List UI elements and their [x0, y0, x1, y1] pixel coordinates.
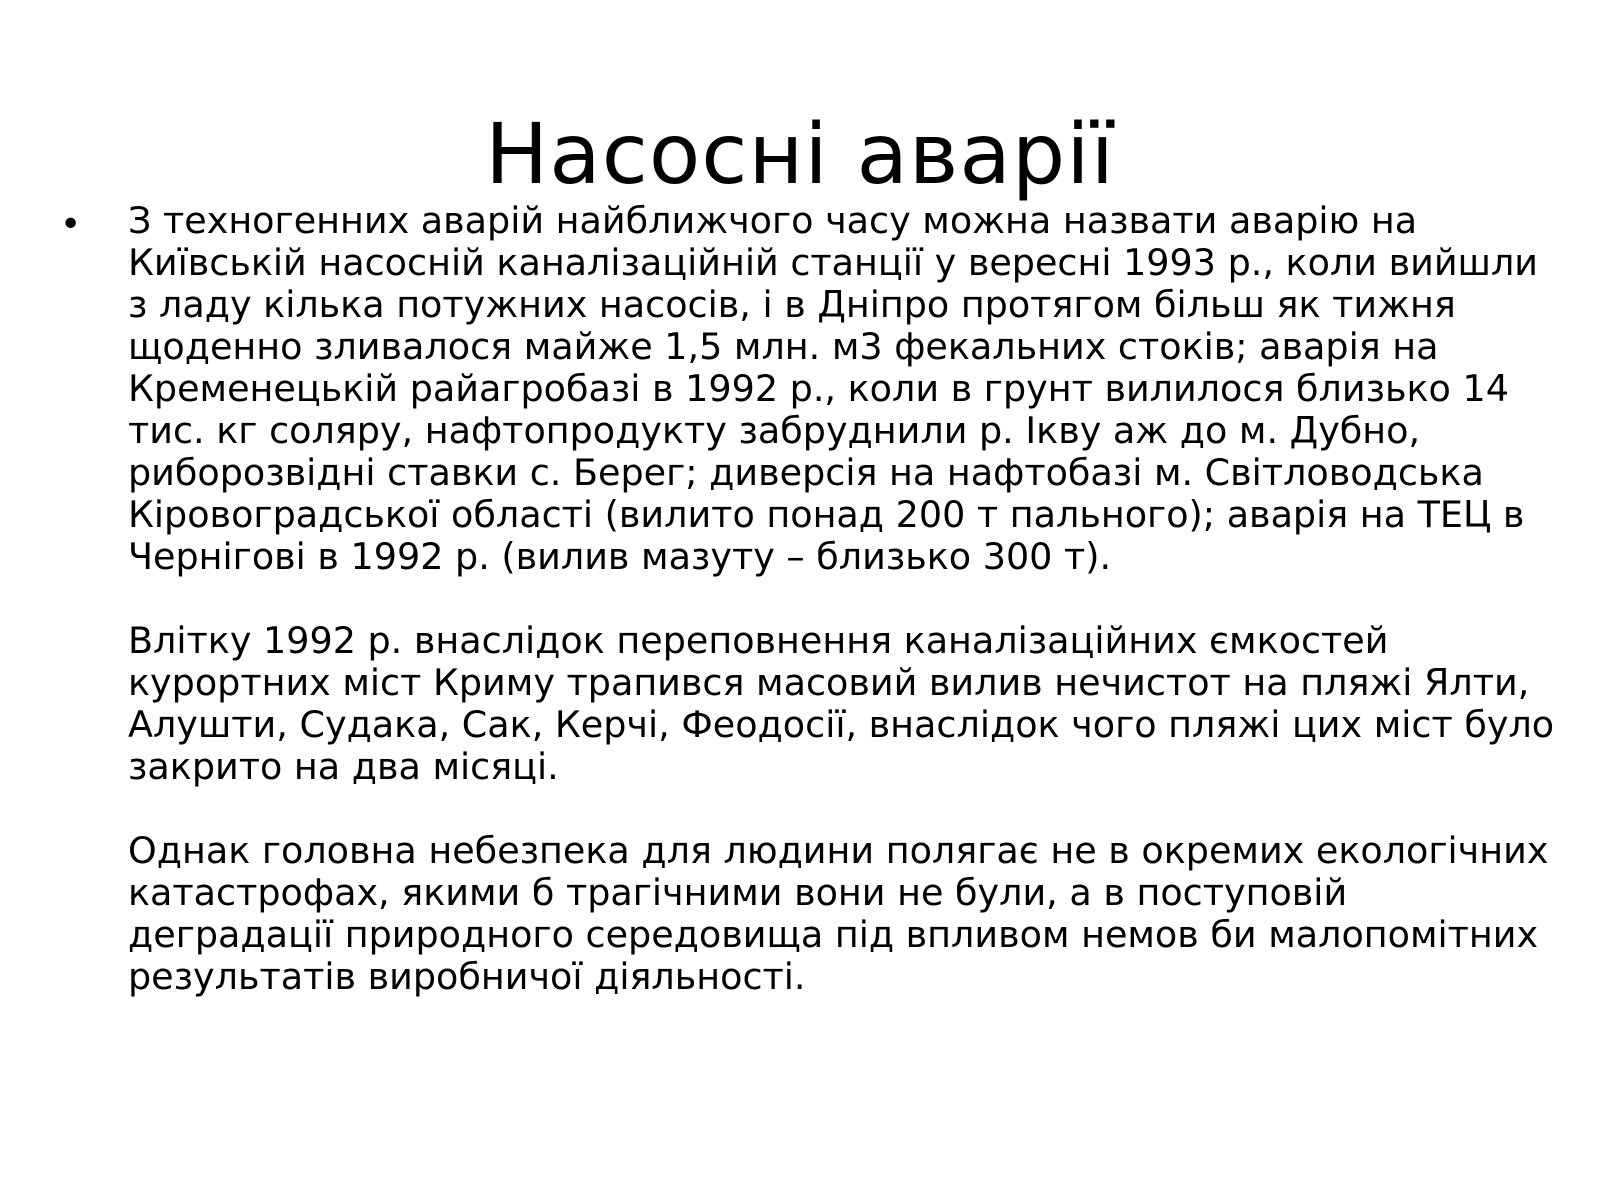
paragraph-2: Влітку 1992 р. внаслідок переповнення каналізаційних ємкостей курортних міст Криму трапився масовий вилив нечистот на пляжі Ялти, Алушти, Судака, Сак, Керчі, Феодосії, внаслідок чого пляжі цих міст було закрито на два місяці. [128, 619, 1555, 788]
paragraph-1: З техногенних аварій найближчого часу можна назвати аварію на Київській насосній каналізаційній станції у вересні 1993 р., коли вийшли з ладу кілька потужних насосів, і в Дніпро протягом більш як тижня щоденно зливалося майже 1,5 млн. м3 фекальних стоків; аварія на Кременецькій райагробазі в 1992 р., коли в грунт вилилося близько 14 тис. кг соляру, нафтопродукту забруднили р. Ікву аж до м. Дубно, риборозвідні ставки с. Берег; диверсія на нафтобазі м. Світловодська Кіровоградської області (вилито понад 200 т пального); аварія на ТЕЦ в Чернігові в 1992 р. (вилив мазуту – близько 300 т). [128, 199, 1538, 578]
slide-title: Насосні аварії [485, 105, 1115, 203]
bullet-item [60, 200, 1560, 998]
slide-body [60, 200, 1560, 998]
bullet-dot: • [60, 204, 82, 245]
paragraph-3: Однак головна небезпека для людини полягає не в окремих екологічних катастрофах, якими б трагічними вони не були, а в поступовій деградації природного середовища під впливом немов би малопомітних результатів виробничої діяльності. [128, 829, 1549, 998]
